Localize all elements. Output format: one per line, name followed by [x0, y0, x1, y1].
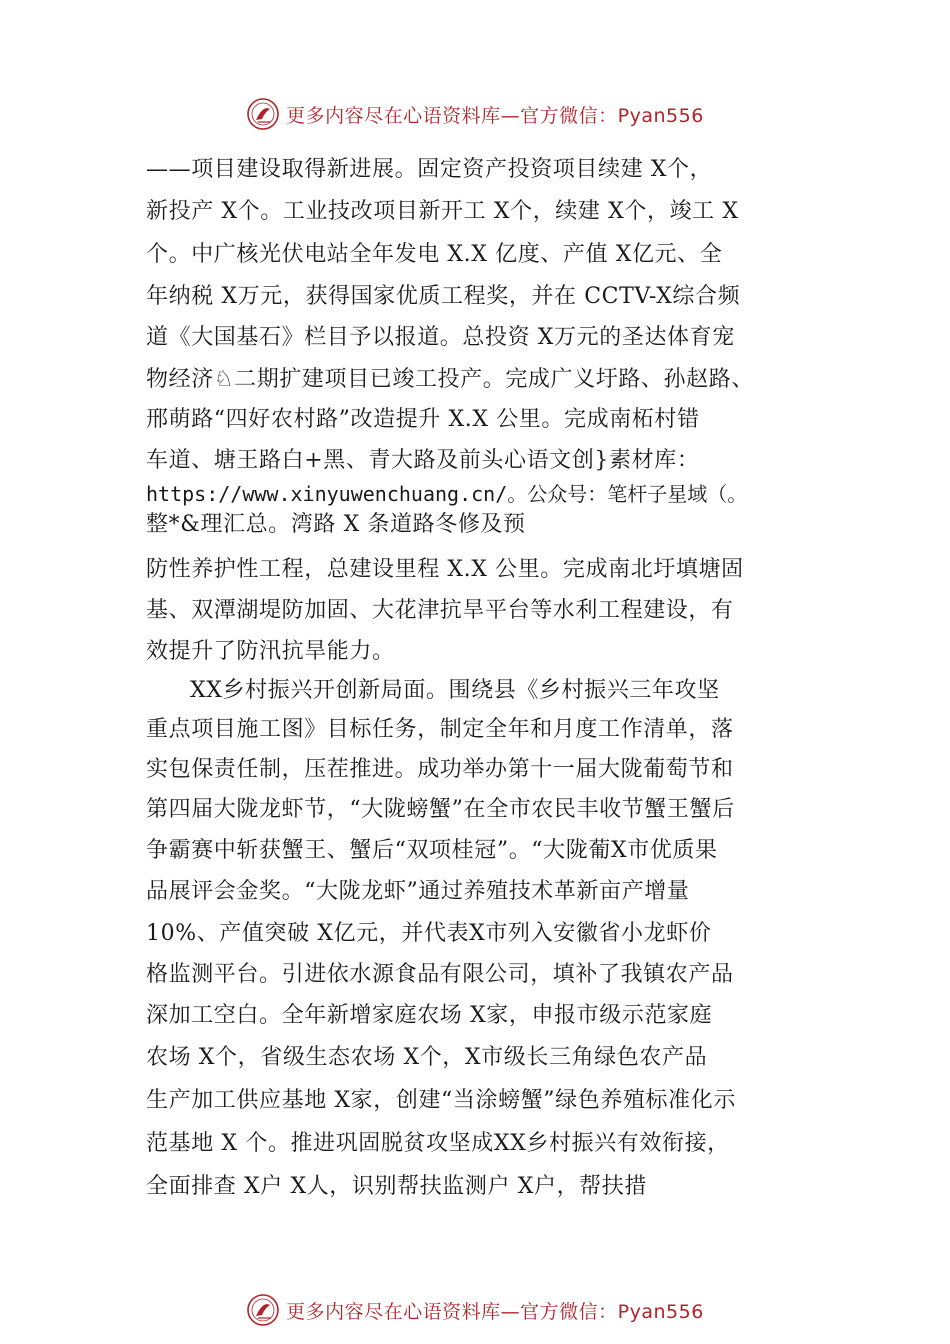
- text-line: 品展评会金奖。“大陇龙虾”通过养殖技术革新亩产增量: [146, 879, 690, 904]
- text-line: 全面排查 X户 X人，识别帮扶监测户 X户，帮扶措: [146, 1174, 647, 1199]
- text-line: 个。中广核光伏电站全年发电 X.X 亿度、产值 X亿元、全: [146, 242, 723, 267]
- text-line: 重点项目施工图》目标任务，制定全年和月度工作清单，落: [146, 717, 734, 742]
- watermark-text: 更多内容尽在心语资料库—官方微信：Pyan556: [286, 104, 704, 127]
- text-line: 深加工空白。全年新增家庭农场 X家，申报市级示范家庭: [146, 1003, 713, 1028]
- seal-logo-icon: [246, 97, 280, 131]
- text-line: 车道、塘王路白+黑、青大路及前头心语文创}素材库：: [146, 448, 700, 473]
- text-line: 10%、产值突破 X亿元，并代表X市列入安徽省小龙虾价: [146, 921, 712, 946]
- text-line: 效提升了防汛抗旱能力。: [146, 639, 395, 664]
- watermark-text: 更多内容尽在心语资料库—官方微信：Pyan556: [286, 1300, 704, 1323]
- text-line: 新投产 X个。工业技改项目新开工 X个，续建 X个，竣工 X: [146, 199, 739, 224]
- text-line: 格监测平台。引进依水源食品有限公司，填补了我镇农产品: [146, 962, 734, 987]
- url-line: https://www.xinyuwenchuang.cn/。公众号：笔杆子星域（。: [146, 482, 748, 506]
- text-line: 第四届大陇龙虾节，“大陇螃蟹”在全市农民丰收节蟹王蟹后: [146, 797, 735, 822]
- watermark-banner-bottom: [0, 1290, 950, 1330]
- text-line: 农场 X个，省级生态农场 X个，X市级长三角绿色农产品: [146, 1045, 708, 1070]
- text-line: 实包保责任制，压茬推进。成功举办第十一届大陇葡萄节和: [146, 757, 734, 782]
- text-line: 范基地 X 个。推进巩固脱贫攻坚成XX乡村振兴有效衔接，: [146, 1131, 730, 1156]
- text-line: 整*&理汇总。湾路 X 条道路冬修及预: [146, 512, 526, 537]
- paragraph-start-line: XX乡村振兴开创新局面。围绕县《乡村振兴三年攻坚: [190, 678, 720, 703]
- text-line: 防性养护性工程，总建设里程 X.X 公里。完成南北圩填塘固: [146, 557, 744, 582]
- text-line: 道《大国基石》栏目予以报道。总投资 X万元的圣达体育宠: [146, 325, 735, 350]
- text-line: 基、双潭湖堤防加固、大花津抗旱平台等水利工程建设，有: [146, 598, 734, 623]
- text-line: ——项目建设取得新进展。固定资产投资项目续建 X个，: [146, 157, 713, 182]
- text-line: 物经济♘二期扩建项目已竣工投产。完成广义圩路、孙赵路、: [146, 367, 754, 392]
- seal-logo-icon: [246, 1293, 280, 1327]
- text-line: 生产加工供应基地 X家，创建“当涂螃蟹”绿色养殖标准化示: [146, 1088, 736, 1113]
- text-line: 邢萌路“四好农村路”改造提升 X.X 公里。完成南柘村错: [146, 407, 700, 432]
- watermark-banner-top: [0, 94, 950, 134]
- text-line: 争霸赛中斩获蟹王、蟹后“双项桂冠”。“大陇葡X市优质果: [146, 838, 718, 863]
- text-line: 年纳税 X万元，获得国家优质工程奖，并在 CCTV-X综合频: [146, 284, 741, 309]
